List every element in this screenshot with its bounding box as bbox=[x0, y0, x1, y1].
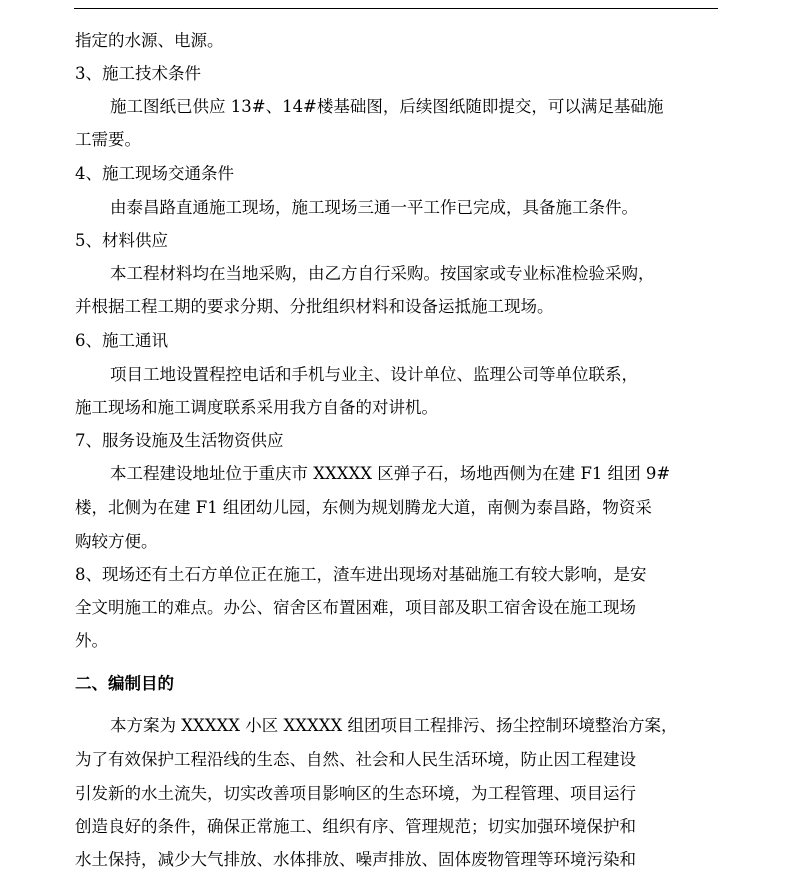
text-line: 购较方便。 bbox=[75, 532, 158, 551]
text-line: 创造良好的条件，确保正常施工、组织有序、管理规范；切实加强环境保护和 bbox=[75, 817, 636, 836]
text-line: 工需要。 bbox=[75, 130, 141, 149]
section-heading-3: 3、施工技术条件 bbox=[75, 64, 201, 83]
text-line: 外。 bbox=[75, 631, 108, 650]
text-line: 本工程材料均在当地采购，由乙方自行采购。按国家或专业标准检验采购， bbox=[110, 264, 655, 283]
text-line: 本方案为 XXXXX 小区 XXXXX 组团项目工程排污、扬尘控制环境整治方案， bbox=[110, 716, 678, 735]
text-line: 施工图纸已供应 13#、14#楼基础图，后续图纸随即提交，可以满足基础施 bbox=[110, 97, 664, 116]
text-line: 引发新的水土流失，切实改善项目影响区的生态环境，为工程管理、项目运行 bbox=[75, 784, 636, 803]
text-line: 并根据工程工期的要求分期、分批组织材料和设备运抵施工现场。 bbox=[75, 297, 554, 316]
text-line: 楼，北侧为在建 F1 组团幼儿园，东侧为规划腾龙大道，南侧为泰昌路，物资采 bbox=[75, 498, 652, 517]
header-rule bbox=[74, 8, 718, 9]
text-line: 水土保持，减少大气排放、水体排放、噪声排放、固体废物管理等环境污染和 bbox=[75, 850, 636, 869]
section-heading-6: 6、施工通讯 bbox=[75, 331, 168, 350]
text-line: 指定的水源、电源。 bbox=[75, 31, 224, 50]
text-line: 全文明施工的难点。办公、宿舍区布置困难，项目部及职工宿舍设在施工现场 bbox=[75, 598, 636, 617]
section-heading-7: 7、服务设施及生活物资供应 bbox=[75, 431, 284, 450]
text-line: 本工程建设地址位于重庆市 XXXXX 区弹子石，场地西侧为在建 F1 组团 9# bbox=[110, 464, 671, 483]
text-line: 项目工地设置程控电话和手机与业主、设计单位、监理公司等单位联系， bbox=[110, 365, 638, 384]
section-heading-8: 8、现场还有土石方单位正在施工，渣车进出现场对基础施工有较大影响，是安 bbox=[75, 565, 647, 584]
chapter-heading: 二、编制目的 bbox=[75, 674, 174, 693]
text-line: 为了有效保护工程沿线的生态、自然、社会和人民生活环境，防止因工程建设 bbox=[75, 750, 636, 769]
section-heading-4: 4、施工现场交通条件 bbox=[75, 164, 234, 183]
text-line: 施工现场和施工调度联系采用我方自备的对讲机。 bbox=[75, 398, 438, 417]
section-heading-5: 5、材料供应 bbox=[75, 231, 168, 250]
text-line: 由泰昌路直通施工现场，施工现场三通一平工作已完成，具备施工条件。 bbox=[110, 198, 638, 217]
